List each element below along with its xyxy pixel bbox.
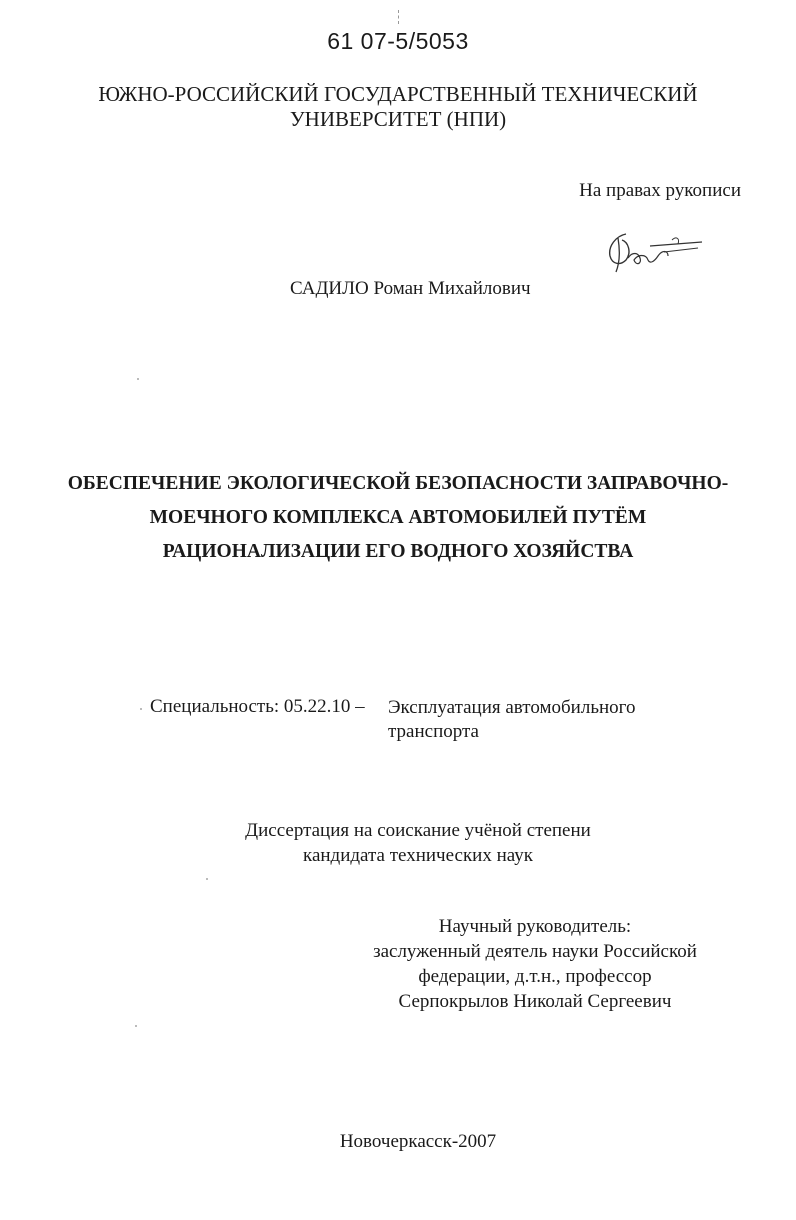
scan-speck: [140, 708, 142, 710]
specialty-description: [388, 696, 635, 744]
university-name: [0, 82, 796, 132]
title-line-1: ОБЕСПЕЧЕНИЕ ЭКОЛОГИЧЕСКОЙ БЕЗОПАСНОСТИ ЗАПРАВОЧНО-: [67, 473, 729, 494]
handwritten-signature: [598, 228, 708, 278]
scientific-supervisor: [360, 914, 710, 1014]
scan-speck: [206, 878, 208, 880]
supervisor-line-3: федерации, д.т.н., профессор: [418, 966, 652, 987]
archive-stamp-number: 61 07-5/5053: [327, 28, 469, 54]
supervisor-line-4: Серпокрылов Николай Сергеевич: [398, 991, 672, 1012]
stamp-tick-mark: [398, 10, 400, 24]
scan-speck: [137, 378, 139, 380]
city-and-year: Новочеркасск-2007: [339, 1131, 497, 1152]
university-line-1: ЮЖНО-РОССИЙСКИЙ ГОСУДАРСТВЕННЫЙ ТЕХНИЧЕСКИЙ: [98, 82, 698, 106]
title-line-2: МОЕЧНОГО КОМПЛЕКСА АВТОМОБИЛЕЙ ПУТЁМ: [149, 507, 647, 528]
manuscript-rights-note: На правах рукописи: [579, 180, 741, 201]
university-line-2: УНИВЕРСИТЕТ (НПИ): [289, 107, 507, 131]
degree-statement: [0, 818, 796, 868]
supervisor-line-1: Научный руководитель:: [438, 916, 632, 937]
specialty-desc-line-1: Эксплуатация автомобильного: [388, 697, 636, 718]
supervisor-line-2: заслуженный деятель науки Российской: [373, 941, 697, 962]
degree-line-2: кандидата технических наук: [303, 845, 533, 866]
specialty-label: Специальность: 05.22.10 –: [150, 696, 365, 717]
degree-line-1: Диссертация на соискание учёной степени: [245, 820, 591, 841]
author-name: САДИЛО Роман Михайлович: [290, 278, 531, 299]
scan-speck: [135, 1025, 137, 1027]
specialty-desc-line-2: транспорта: [388, 721, 479, 742]
dissertation-title: [0, 467, 796, 569]
title-line-3: РАЦИОНАЛИЗАЦИИ ЕГО ВОДНОГО ХОЗЯЙСТВА: [162, 541, 634, 562]
